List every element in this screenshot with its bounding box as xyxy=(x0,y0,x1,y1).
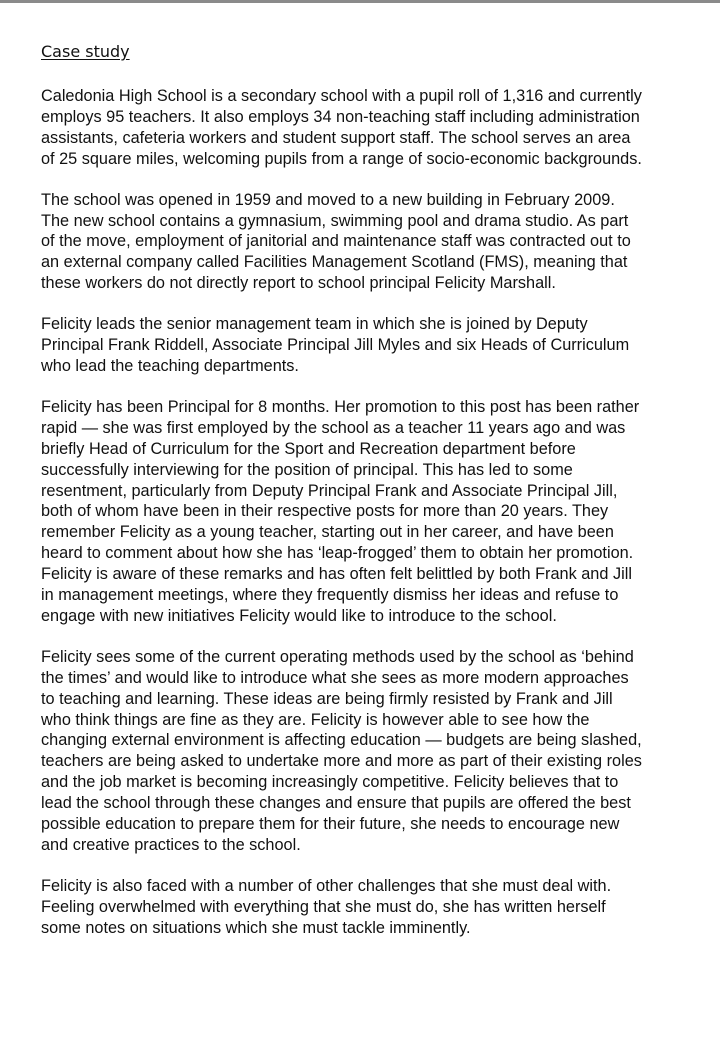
paragraph-school-history xyxy=(41,190,713,295)
text-line: of 25 square miles, welcoming pupils from a range of socio-economic backgrounds. xyxy=(41,149,642,168)
text-line: these workers do not directly report to school principal Felicity Marshall. xyxy=(41,274,556,293)
text-line: Felicity is aware of these remarks and has often felt belittled by both Frank and Jill xyxy=(41,565,632,584)
text-line: some notes on situations which she must tackle imminently. xyxy=(41,918,471,937)
text-line: Caledonia High School is a secondary school with a pupil roll of 1,316 and currently xyxy=(41,87,642,105)
text-line: assistants, cafeteria workers and student support staff. The school serves an area xyxy=(41,128,631,147)
text-line: heard to comment about how she has ‘leap-frogged’ them to obtain her promotion. xyxy=(41,544,634,563)
text-line: resentment, particularly from Deputy Principal Frank and Associate Principal Jill, xyxy=(41,481,618,500)
document-page xyxy=(41,42,713,959)
text-line: who think things are fine as they are. Felicity is however able to see how the xyxy=(41,710,590,729)
text-line: who lead the teaching departments. xyxy=(41,356,299,375)
text-line: an external company called Facilities Management Scotland (FMS), meaning that xyxy=(41,253,628,272)
text-line: teachers are being asked to undertake more and more as part of their existing roles xyxy=(41,752,642,771)
text-line: Felicity has been Principal for 8 months. Her promotion to this post has been rather xyxy=(41,397,640,416)
text-line: Felicity is also faced with a number of other challenges that she must deal with. xyxy=(41,876,612,895)
paragraph-principal-promotion xyxy=(41,397,713,627)
text-line: lead the school through these changes and ensure that pupils are offered the best xyxy=(41,794,631,813)
text-line: rapid — she was first employed by the school as a teacher 11 years ago and was xyxy=(41,418,626,437)
text-line: Principal Frank Riddell, Associate Principal Jill Myles and six Heads of Curriculum xyxy=(41,336,630,355)
text-line: remember Felicity as a young teacher, starting out in her career, and have been xyxy=(41,523,614,542)
top-border xyxy=(0,0,720,3)
text-line: Felicity sees some of the current operating methods used by the school as ‘behind xyxy=(41,647,634,666)
text-line: to teaching and learning. These ideas are being firmly resisted by Frank and Jill xyxy=(41,689,613,708)
paragraph-modern-approaches xyxy=(41,647,713,856)
text-line: briefly Head of Curriculum for the Sport and Recreation department before xyxy=(41,439,576,458)
paragraph-other-challenges xyxy=(41,876,713,939)
text-line: Feeling overwhelmed with everything that she must do, she has written herself xyxy=(41,897,606,916)
case-study-heading: Case study xyxy=(41,42,130,61)
paragraph-school-overview xyxy=(41,86,713,170)
text-line: and creative practices to the school. xyxy=(41,836,301,854)
text-line: of the move, employment of janitorial and maintenance staff was contracted out to xyxy=(41,232,631,251)
text-line: both of whom have been in their respective posts for more than 20 years. They xyxy=(41,502,609,521)
text-line: engage with new initiatives Felicity would like to introduce to the school. xyxy=(41,606,557,625)
paragraph-management-team xyxy=(41,314,713,377)
text-line: and the job market is becoming increasingly competitive. Felicity believes that to xyxy=(41,773,619,792)
text-line: the times’ and would like to introduce what she sees as more modern approaches xyxy=(41,668,629,687)
text-line: changing external environment is affecting education — budgets are being slashed, xyxy=(41,731,642,750)
text-line: possible education to prepare them for their future, she needs to encourage new xyxy=(41,815,620,834)
text-line: Felicity leads the senior management team in which she is joined by Deputy xyxy=(41,315,588,334)
text-line: employs 95 teachers. It also employs 34 non-teaching staff including administration xyxy=(41,107,640,126)
text-line: successfully interviewing for the position of principal. This has led to some xyxy=(41,460,573,479)
text-line: in management meetings, where they frequently dismiss her ideas and refuse to xyxy=(41,586,619,605)
text-line: The school was opened in 1959 and moved to a new building in February 2009. xyxy=(41,190,615,209)
text-line: The new school contains a gymnasium, swimming pool and drama studio. As part xyxy=(41,211,629,230)
